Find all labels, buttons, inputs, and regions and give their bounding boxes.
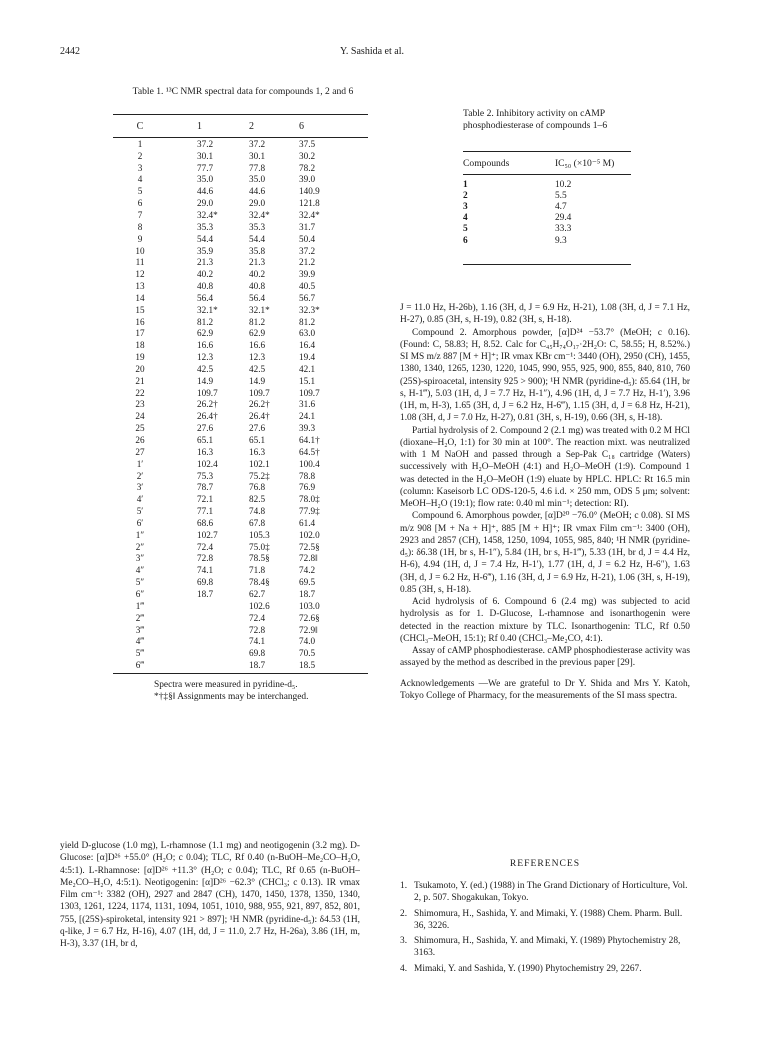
table1-cell-compound-6: 18.7 [299,588,316,599]
table1-footnote-interchange: *†‡§‖ Assignments may be interchanged. [154,692,309,703]
table1-cell-compound-2: 81.2 [249,316,266,327]
table1-cell-compound-2: 65.1 [249,435,266,446]
table1-cell-compound-6: 19.4 [299,352,316,363]
table1-cell-compound-2: 78.4§ [249,577,270,588]
table-row [113,553,368,565]
table1-bottom-rule [113,673,368,674]
table1-cell-compound-6: 72.6§ [299,612,320,623]
table1-cell-carbon: 5‴ [135,648,145,659]
table1-cell-carbon: 6′ [136,517,144,528]
table1-cell-compound-1: 56.4 [197,292,214,303]
table1-cell-compound-1: 109.7 [197,387,218,398]
table1-cell-compound-6: 37.5 [299,138,316,149]
table1-cell-carbon: 16 [135,316,145,327]
paragraph-compound-2: Compound 2. Amorphous powder, [α]D²⁴ −53.7° (MeOH; c 0.16). (Found: C, 58.83; H, 8.52. Calc for C₄₅H₇₄O₁₇·2H₂O: C, 58.55; H, 8.52%.) SI MS m/z 887 [M + H]⁺; IR νmax KBr cm⁻¹: 3440 (OH), 2950 (CH), 1455, 1380, 1340, 1265, 1230, 1220, 1045, 990, 955, 925, 900, 855, 840, 810, 760 (25S)-spiroacetal, intensity 925 > 900); ¹H NMR (pyridine-d₅): δ5.64 (1H, br s, H-1‴), 5.03 (1H, d, J = 7.7 Hz, H-1″), 4.96 (1H, d, J = 7.7 Hz, H-1′), 3.96 (1H, m, H-3), 1.65 (3H, d, J = 6.2 Hz, H-6‴), 1.15 (3H, d, J = 6.8 Hz, H-21), 1.08 (3H, d, J = 7.0 Hz, H-27), 0.81 (3H, s, H-19), 0.66 (3H, s, H-18). [400,327,690,424]
table-row [113,647,368,659]
table1-cell-compound-2: 74.8 [249,506,266,517]
table1-cell-compound-2: 12.3 [249,352,266,363]
table1-cell-compound-1: 54.4 [197,233,214,244]
table1-cell-compound-2: 35.0 [249,174,266,185]
table1-cell-compound-6: 72.9‖ [299,624,318,635]
table2-cell-compound: 1 [463,179,468,190]
table1-cell-carbon: 14 [135,292,145,303]
table1-cell-carbon: 22 [135,387,145,398]
table1-cell-carbon: 9 [137,233,143,244]
table1-cell-compound-6: 31.7 [299,221,316,232]
table1-cell-carbon: 12 [135,269,145,280]
table1-cell-carbon: 15 [135,304,145,315]
paragraph-acid-hydrolysis: Acid hydrolysis of 6. Compound 6 (2.4 mg) was subjected to acid hydrolysis as for 1. D-Glucose, L-rhamnose and isonarthogenin were detected in the reaction mixture by TLC. Isonarthogenin: TLC, Rf 0.50 (CHCl₃–MeOH, 15:1); Rf 0.40 (CHCl₃–Me₂CO, 4:1). [400,597,690,644]
table1-cell-compound-2: 76.8 [249,482,266,493]
table1-cell-compound-6: 102.0 [299,529,320,540]
table1-cell-compound-2: 40.8 [249,281,266,292]
table1-cell-compound-1: 40.8 [197,281,214,292]
table1-cell-carbon: 5″ [135,577,145,588]
table1-cell-compound-2: 74.1 [249,636,266,647]
table1-body [113,138,368,671]
table1-cell-compound-6: 74.0 [299,636,316,647]
table-row [113,458,368,470]
table1-cell-carbon: 3′ [136,482,144,493]
table2-cell-ic50: 9.3 [554,235,567,246]
table-row [113,256,368,268]
acknowledgements: Acknowledgements —We are grateful to Dr Y. Shida and Mrs Y. Katoh, Tokyo College of Pharmacy, for the measurements of the SI mass spectra. [400,678,690,701]
table1-cell-compound-2: 21.3 [249,257,266,268]
table-row [113,304,368,316]
table1-cell-carbon: 18 [135,340,145,351]
running-header-authors: Y. Sashida et al. [340,46,404,57]
table1-cell-compound-1: 72.1 [197,494,214,505]
table1-cell-compound-1: 32.4* [197,209,218,220]
page-number: 2442 [60,46,80,57]
table-row [113,564,368,576]
table2-cell-compound: 5 [463,224,468,235]
table2-body [463,175,631,246]
table1-cell-compound-6: 32.3* [299,304,320,315]
table1-cell-compound-6: 50.4 [299,233,316,244]
table2 [463,151,631,246]
table1-cell-compound-6: 72.8‖ [299,553,318,564]
table-row [113,399,368,411]
table1-cell-compound-1: 77.1 [197,506,214,517]
table1-cell-compound-1: 44.6 [197,186,214,197]
table1-cell-carbon: 10 [135,245,145,256]
table1-cell-compound-1: 72.4 [197,541,214,552]
table1-cell-compound-1: 16.6 [197,340,214,351]
table1-cell-carbon: 3″ [135,553,145,564]
table1-cell-carbon: 2″ [135,541,145,552]
table1-cell-compound-2: 44.6 [249,186,266,197]
table1-cell-carbon: 23 [135,399,145,410]
table-row [113,541,368,553]
table1-cell-compound-2: 26.2† [249,399,270,410]
table1-cell-compound-6: 39.0 [299,174,316,185]
table-row [113,387,368,399]
table1-cell-compound-6: 42.1 [299,363,316,374]
table1-cell-carbon: 8 [137,221,143,232]
table2-caption: Table 2. Inhibitory activity on cAMP phosphodiesterase of compounds 1–6 [463,108,608,131]
table1-col-c: C [136,120,144,132]
table1-cell-compound-2: 37.2 [249,138,266,149]
table1-cell-compound-6: 103.0 [299,600,320,611]
table1-cell-carbon: 5′ [136,506,144,517]
table1-cell-carbon: 2‴ [135,612,145,623]
table1-cell-compound-2: 109.7 [249,387,270,398]
table1-cell-carbon: 7 [137,209,143,220]
table1-cell-compound-1: 37.2 [197,138,214,149]
table1-cell-carbon: 6‴ [135,660,145,671]
table1-cell-compound-1: 65.1 [197,435,214,446]
table-row [113,529,368,541]
table1-cell-compound-1: 42.5 [197,363,214,374]
table-row [113,481,368,493]
table1-cell-carbon: 26 [135,435,145,446]
table2-cell-compound: 6 [463,235,468,246]
table1-cell-carbon: 19 [135,352,145,363]
paragraph-partial-hydrolysis: Partial hydrolysis of 2. Compound 2 (2.1 mg) was treated with 0.2 M HCl (dioxane–H₂O, 1:1) for 30 min at 100°. The reaction mixt. was neutralized with 1 M NaOH and passed through a Sep-Pak C₁₈ cartridge (Waters) successively with H₂O–MeOH (4:1) and H₂O–MeOH (1:9). Compound 1 was detected in the H₂O–MeOH (1:9) eluate by HPLC. HPLC: Rt 16.5 min (column: Kaseisorb LC ODS-120-5, 4.6 i.d. × 250 mm, ODS 5 μm; solvent: MeOH–H₂O (19:1); flow rate: 0.40 ml min⁻¹; detection: RI). [400,425,690,509]
table1-cell-compound-2: 30.1 [249,150,266,161]
table-row [113,375,368,387]
table1-cell-compound-2: 32.1* [249,304,270,315]
table2-cell-ic50: 29.4 [554,213,572,224]
table1-cell-compound-6: 15.1 [299,375,316,386]
table1-cell-compound-1: 35.9 [197,245,214,256]
table1-cell-compound-2: 40.2 [249,269,266,280]
table1-cell-compound-2: 32.4* [249,209,270,220]
table1-cell-compound-1: 68.6 [197,517,214,528]
table1-cell-compound-1: 78.7 [197,482,214,493]
table2-cell-compound: 3 [463,201,468,212]
table-row [113,245,368,257]
reference-text: Shimomura, H., Sashida, Y. and Mimaki, Y. (1988) Chem. Pharm. Bull. 36, 3226. [414,908,683,931]
table1-cell-compound-6: 74.2 [299,565,316,576]
table1-cell-compound-6: 37.2 [299,245,316,256]
table1-cell-carbon: 4′ [136,494,144,505]
table1-footnote-solvent: Spectra were measured in pyridine-d₅. [154,680,298,691]
table1-cell-compound-1: 102.7 [197,529,218,540]
table1-cell-compound-6: 40.5 [299,281,316,292]
table-row [113,588,368,600]
table1-cell-compound-6: 70.5 [299,648,316,659]
table-row [113,316,368,328]
table1 [113,114,368,671]
table-row [113,363,368,375]
table1-cell-compound-2: 27.6 [249,423,266,434]
table1-cell-compound-2: 72.4 [249,612,266,623]
table1-cell-compound-6: 77.9‡ [299,506,320,517]
table1-cell-compound-6: 63.0 [299,328,316,339]
references-heading: REFERENCES [509,858,581,869]
table-row [113,470,368,482]
table1-cell-compound-1: 12.3 [197,352,214,363]
table-row [113,280,368,292]
table2-cell-ic50: 10.2 [554,179,572,190]
paragraph-camp-assay: Assay of cAMP phosphodiesterase. cAMP phosphodiesterase activity was assayed by the method as described in the previous paper [29]. [400,646,690,669]
table1-cell-carbon: 11 [135,257,145,268]
table1-cell-compound-2: 56.4 [249,292,266,303]
table1-cell-compound-2: 75.2‡ [249,470,270,481]
table1-cell-compound-6: 61.4 [299,517,316,528]
table-row [113,351,368,363]
table-row [113,434,368,446]
table1-cell-compound-2: 102.1 [249,458,270,469]
table1-cell-compound-1: 81.2 [197,316,214,327]
table1-cell-carbon: 1″ [135,529,145,540]
reference-number: 2. [400,908,408,919]
table1-cell-compound-1: 18.7 [197,588,214,599]
table1-cell-carbon: 1′ [136,458,144,469]
table1-cell-compound-2: 67.8 [249,517,266,528]
table1-cell-compound-1: 26.4† [197,411,218,422]
table1-cell-carbon: 13 [135,281,145,292]
table1-cell-compound-2: 72.8 [249,624,266,635]
table1-cell-compound-6: 140.9 [299,186,320,197]
table-row [113,162,368,174]
table1-cell-compound-6: 121.8 [299,198,320,209]
table1-cell-compound-2: 82.5 [249,494,266,505]
table1-cell-compound-6: 16.4 [299,340,316,351]
table1-cell-carbon: 25 [135,423,145,434]
table1-cell-compound-1: 69.8 [197,577,214,588]
table2-cell-ic50: 4.7 [554,201,567,212]
table-row [463,224,631,235]
table1-cell-carbon: 1‴ [135,600,145,611]
table1-cell-compound-2: 62.9 [249,328,266,339]
reference-text: Shimomura, H., Sashida, Y. and Mimaki, Y. (1989) Phytochemistry 28, 3163. [414,936,681,959]
references-list [400,880,690,978]
table2-col-compounds: Compounds [463,157,510,169]
reference-text: Tsukamoto, Y. (ed.) (1988) in The Grand Dictionary of Horticulture, Vol. 2, p. 507. Shogakukan, Tokyo. [414,881,688,904]
table1-cell-compound-6: 81.2 [299,316,316,327]
table-row [113,209,368,221]
table1-cell-compound-1: 62.9 [197,328,214,339]
table-row [113,624,368,636]
table1-cell-compound-2: 77.8 [249,162,266,173]
table1-cell-compound-6: 64.1† [299,435,320,446]
table1-cell-compound-2: 102.6 [249,600,270,611]
reference-number: 1. [400,881,408,891]
table1-cell-compound-1: 32.1* [197,304,218,315]
table1-cell-compound-2: 35.8 [249,245,266,256]
table1-cell-carbon: 4‴ [135,636,145,647]
table-row [113,197,368,209]
table1-cell-compound-1: 30.1 [197,150,214,161]
table-row [113,612,368,624]
table-row [113,150,368,162]
table1-col-2: 2 [249,120,254,132]
reference-item [400,880,690,905]
table1-cell-compound-2: 18.7 [249,660,266,671]
left-bottom-paragraph [60,840,360,950]
table-row [113,138,368,150]
table-row [113,659,368,671]
table1-caption: Table 1. ¹³C NMR spectral data for compounds 1, 2 and 6 [132,86,354,97]
table1-cell-compound-6: 32.4* [299,209,320,220]
table-row [113,635,368,647]
table-row [463,235,631,246]
table1-cell-compound-6: 30.2 [299,150,316,161]
table2-cell-compound: 4 [463,213,468,224]
table2-bottom-rule [463,264,631,265]
table1-cell-compound-6: 72.5§ [299,541,320,552]
table1-cell-compound-1: 14.9 [197,375,214,386]
table1-cell-compound-1: 35.3 [197,221,214,232]
reference-item [400,935,690,960]
table-row [113,174,368,186]
table1-cell-carbon: 1 [137,138,143,149]
table1-cell-compound-6: 76.9 [299,482,316,493]
table-row [113,493,368,505]
table1-cell-carbon: 3 [137,162,143,173]
table-row [113,600,368,612]
right-column [400,302,690,702]
table1-cell-compound-6: 64.5† [299,446,320,457]
table1-cell-carbon: 5 [137,186,143,197]
table1-cell-compound-2: 69.8 [249,648,266,659]
table1-cell-carbon: 2′ [136,470,144,481]
table1-cell-compound-2: 16.3 [249,446,266,457]
table1-cell-compound-2: 105.3 [249,529,270,540]
table-row [113,576,368,588]
table1-cell-carbon: 4″ [135,565,145,576]
table1-cell-compound-2: 29.0 [249,198,266,209]
table-row [463,201,631,212]
table1-cell-compound-1: 26.2† [197,399,218,410]
table2-cell-ic50: 33.3 [554,224,572,235]
table1-cell-carbon: 27 [135,446,145,457]
table1-cell-compound-6: 100.4 [299,458,320,469]
table1-cell-carbon: 6″ [135,588,145,599]
table1-cell-compound-1: 75.3 [197,470,214,481]
table1-cell-compound-6: 109.7 [299,387,320,398]
table1-cell-compound-2: 75.0‡ [249,541,270,552]
paragraph-compound-6: Compound 6. Amorphous powder, [α]D²⁰ −76.0° (MeOH; c 0.08). SI MS m/z 908 [M + Na + H]⁺, 885 [M + H]⁺; IR νmax Film cm⁻¹: 3400 (OH), 2923 and 2857 (CH), 1458, 1250, 1094, 1055, 985, 840; ¹H NMR (pyridine-d₅): δ6.38 (1H, br s, H-1″), 5.84 (1H, br s, H-1‴), 5.33 (1H, br d, J = 4.4 Hz, H-6), 4.94 (1H, d, J = 7.4 Hz, H-1′), 1.77 (1H, d, J = 6.2 Hz, H-6″), 1.63 (3H, d, J = 6.2 Hz, H-6‴), 1.16 (3H, d, J = 6.9 Hz, H-21), 1.06 (3H, s, H-19), 0.85 (3H, s, H-18). [400,511,690,595]
table1-cell-compound-1: 102.4 [197,458,218,469]
table1-cell-compound-6: 24.1 [299,411,316,422]
table1-cell-compound-6: 39.3 [299,423,316,434]
table-row [463,190,631,201]
table1-cell-compound-2: 62.7 [249,588,266,599]
table-row [113,339,368,351]
table-row [113,410,368,422]
table1-cell-compound-2: 54.4 [249,233,266,244]
table-row [113,268,368,280]
table1-col-1: 1 [197,120,202,132]
table1-col-6: 6 [299,120,304,132]
table1-cell-compound-2: 42.5 [249,363,266,374]
table1-header-row [113,115,368,138]
table1-cell-carbon: 3‴ [135,624,145,635]
table1-cell-carbon: 6 [137,198,143,209]
table1-cell-carbon: 21 [135,375,145,386]
table1-cell-carbon: 2 [137,150,143,161]
table-row [113,328,368,340]
table1-cell-carbon: 4 [137,174,143,185]
paragraph-h26b-continuation: J = 11.0 Hz, H-26b), 1.16 (3H, d, J = 6.9 Hz, H-21), 1.08 (3H, d, J = 7.1 Hz, H-27), 0.85 (3H, s, H-19), 0.82 (3H, s, H-18). [400,303,690,326]
table1-cell-compound-6: 31.6 [299,399,316,410]
table-row [113,422,368,434]
table1-cell-compound-2: 35.3 [249,221,266,232]
table-row [113,505,368,517]
table1-cell-compound-2: 16.6 [249,340,266,351]
table2-header-row [463,152,631,175]
reference-number: 3. [400,936,408,946]
table1-cell-compound-1: 29.0 [197,198,214,209]
paragraph-sugars-neotigogenin: yield D-glucose (1.0 mg), L-rhamnose (1.1 mg) and neotigogenin (3.2 mg). D-Glucose: [α]D²⁶ +55.0° (H₂O; c 0.04); TLC, Rf 0.40 (n-BuOH–Me₂CO–H₂O, 4:5:1). L-Rhamnose: [α]D²⁶ +11.3° (H₂O; c 0.04); TLC, Rf 0.65 (n-BuOH–Me₂CO–H₂O, 4:5:1). Neotigogenin: [α]D²⁶ −62.3° (CHCl₃; c 0.13). IR νmax Film cm⁻¹: 3382 (OH), 2927 and 2847 (CH), 1470, 1450, 1378, 1350, 1340, 1303, 1261, 1224, 1174, 1131, 1094, 1051, 1010, 988, 955, 921, 897, 852, 801, 755, [(25S)-spiroketal, intensity 921 > 897]; ¹H NMR (pyridine-d₅): δ4.53 (1H, q-like, J = 6.7 Hz, H-16), 4.07 (1H, dd, J = 11.0, 2.7 Hz, H-26a), 3.86 (1H, m, H-3), 3.37 (1H, br d, [60,841,360,949]
table1-cell-compound-1: 74.1 [197,565,214,576]
table1-cell-compound-6: 39.9 [299,269,316,280]
table-row [113,233,368,245]
table-row [113,292,368,304]
table1-cell-carbon: 24 [135,411,145,422]
table2-cell-ic50: 5.5 [554,190,567,201]
table2-cell-compound: 2 [463,190,468,201]
table1-cell-compound-6: 18.5 [299,660,316,671]
table1-cell-compound-1: 27.6 [197,423,214,434]
table-row [113,185,368,197]
table1-cell-compound-6: 69.5 [299,577,316,588]
table-row [113,221,368,233]
table1-cell-compound-1: 40.2 [197,269,214,280]
reference-text: Mimaki, Y. and Sashida, Y. (1990) Phytochemistry 29, 2267. [414,963,642,974]
table1-cell-compound-1: 16.3 [197,446,214,457]
table1-cell-carbon: 17 [135,328,145,339]
table-row [463,179,631,190]
reference-number: 4. [400,963,408,974]
table1-cell-compound-6: 78.8 [299,470,316,481]
table1-cell-compound-1: 21.3 [197,257,214,268]
table1-cell-compound-1: 35.0 [197,174,214,185]
reference-item [400,963,690,975]
table1-cell-compound-1: 72.8 [197,553,214,564]
table1-cell-compound-1: 77.7 [197,162,214,173]
table1-cell-compound-6: 21.2 [299,257,316,268]
table1-cell-carbon: 20 [135,363,145,374]
table-row [113,446,368,458]
table1-cell-compound-2: 71.8 [249,565,266,576]
table-row [463,213,631,224]
table-row [113,517,368,529]
table1-cell-compound-6: 56.7 [299,292,316,303]
table1-cell-compound-2: 78.5§ [249,553,270,564]
reference-item [400,908,690,933]
table1-cell-compound-6: 78.0‡ [299,494,320,505]
table2-col-ic50: IC₅₀ (×10⁻⁵ M) [554,157,615,169]
table1-cell-compound-2: 26.4† [249,411,270,422]
table1-cell-compound-6: 78.2 [299,162,316,173]
table1-cell-compound-2: 14.9 [249,375,266,386]
